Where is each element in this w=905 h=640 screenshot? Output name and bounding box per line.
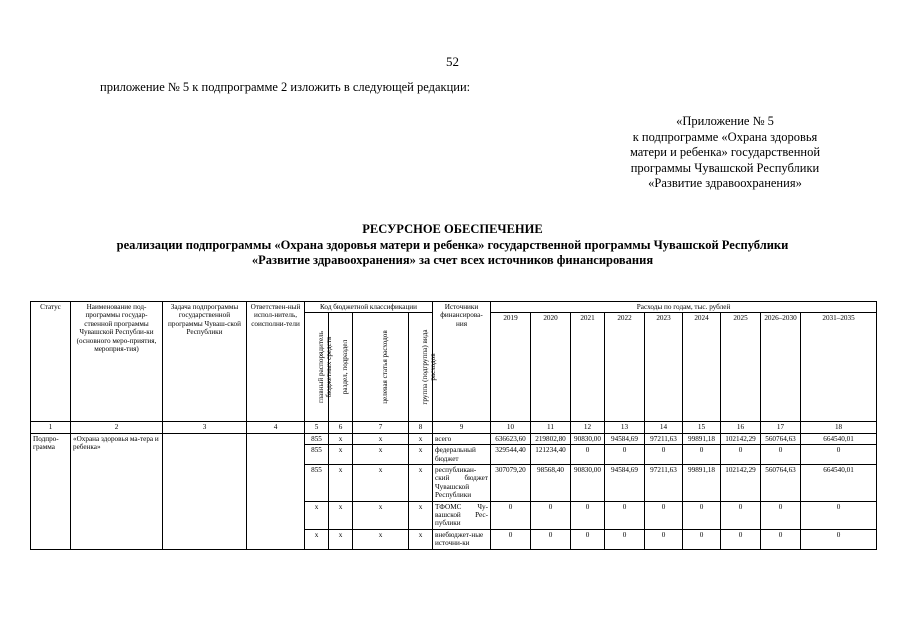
value-cell: 664540,01 (801, 465, 877, 502)
code-cell: х (329, 445, 353, 465)
value-cell: 0 (571, 445, 605, 465)
column-number: 9 (433, 422, 491, 433)
appendix-line: к подпрограмме «Охрана здоровья (632, 129, 818, 144)
value-cell: 560764,63 (761, 433, 801, 444)
heading-title: РЕСУРСНОЕ ОБЕСПЕЧЕНИЕ (362, 222, 543, 236)
page-number: 52 (446, 54, 459, 69)
code-cell: х (409, 529, 433, 549)
header-year: 2031–2035 (801, 313, 877, 422)
value-cell: 560764,63 (761, 465, 801, 502)
column-number: 1 (31, 422, 71, 433)
table-row (31, 433, 877, 444)
column-number: 14 (645, 422, 683, 433)
heading-line: «Развитие здравоохранения» за счет всех источников финансирования (251, 253, 654, 267)
column-number: 2 (71, 422, 163, 433)
code-cell: х (353, 501, 409, 529)
value-cell: 0 (571, 529, 605, 549)
code-cell: х (409, 445, 433, 465)
column-number: 18 (801, 422, 877, 433)
header-row (31, 302, 877, 313)
source-cell: всего (433, 433, 491, 444)
value-cell: 121234,40 (531, 445, 571, 465)
header-year: 2020 (531, 313, 571, 422)
header-name: Наименование под-программы государ-ственной программы Чувашской Республи-ки (основного меро-приятия, мероприя-тия) (71, 302, 163, 422)
value-cell: 0 (531, 501, 571, 529)
code-cell: х (353, 529, 409, 549)
appendix-line: «Приложение № 5 (676, 114, 774, 128)
resource-table (30, 301, 877, 550)
responsible-cell (247, 433, 305, 549)
value-cell: 0 (721, 445, 761, 465)
code-cell: х (409, 433, 433, 444)
column-number: 17 (761, 422, 801, 433)
value-cell: 0 (761, 529, 801, 549)
value-cell: 219802,80 (531, 433, 571, 444)
value-cell: 0 (605, 445, 645, 465)
header-year: 2026–2030 (761, 313, 801, 422)
value-cell: 0 (801, 529, 877, 549)
value-cell: 102142,29 (721, 465, 761, 502)
code-cell: х (305, 501, 329, 529)
column-number: 4 (247, 422, 305, 433)
value-cell: 0 (605, 501, 645, 529)
source-cell: республикан-ский бюджет Чувашской Республики (433, 465, 491, 502)
appendix-note (600, 114, 850, 192)
heading-line: реализации подпрограммы «Охрана здоровья матери и ребенка» государственной программы Чувашской Республики (116, 237, 789, 252)
header-year: 2023 (645, 313, 683, 422)
column-number: 15 (683, 422, 721, 433)
code-cell: х (329, 529, 353, 549)
header-task: Задача подпрограммы государственной программы Чуваш-ской Республики (163, 302, 247, 422)
code-cell: 855 (305, 445, 329, 465)
value-cell: 102142,29 (721, 433, 761, 444)
value-cell: 0 (645, 445, 683, 465)
column-number: 5 (305, 422, 329, 433)
value-cell: 0 (491, 501, 531, 529)
value-cell: 97211,63 (645, 465, 683, 502)
column-number: 3 (163, 422, 247, 433)
source-cell: ТФОМС Чу-вашской Рес-публики (433, 501, 491, 529)
column-number: 13 (605, 422, 645, 433)
header-responsible: Ответствен-ный испол-нитель, соисполни-тели (247, 302, 305, 422)
code-cell: х (409, 501, 433, 529)
column-number: 12 (571, 422, 605, 433)
value-cell: 664540,01 (801, 433, 877, 444)
column-number-row (31, 422, 877, 433)
value-cell: 0 (491, 529, 531, 549)
value-cell: 99891,18 (683, 433, 721, 444)
intro-text: приложение № 5 к подпрограмме 2 изложить в следующей редакции: (100, 80, 471, 94)
header-year: 2021 (571, 313, 605, 422)
value-cell: 0 (683, 501, 721, 529)
header-year: 2024 (683, 313, 721, 422)
header-budget-code: Код бюджетной классификации (305, 302, 433, 313)
appendix-line: «Развитие здравоохранения» (648, 176, 802, 190)
code-cell: 855 (305, 465, 329, 502)
header-status: Статус (31, 302, 71, 422)
header-code-target: целевая статья расходов (380, 330, 389, 405)
value-cell: 0 (761, 501, 801, 529)
value-cell: 0 (605, 529, 645, 549)
value-cell: 0 (683, 445, 721, 465)
value-cell: 636623,60 (491, 433, 531, 444)
value-cell: 0 (721, 501, 761, 529)
header-sources: Источники финансирова-ния (433, 302, 491, 422)
header-year: 2019 (491, 313, 531, 422)
header-code-section: раздел, подраздел (340, 340, 349, 395)
code-cell: х (329, 465, 353, 502)
code-cell: 855 (305, 433, 329, 444)
source-cell: внебюджет-ные источни-ки (433, 529, 491, 549)
value-cell: 329544,40 (491, 445, 531, 465)
value-cell: 0 (801, 501, 877, 529)
header-year: 2025 (721, 313, 761, 422)
value-cell: 97211,63 (645, 433, 683, 444)
value-cell: 0 (721, 529, 761, 549)
value-cell: 94584,69 (605, 433, 645, 444)
value-cell: 0 (761, 445, 801, 465)
code-cell: х (329, 501, 353, 529)
column-number: 10 (491, 422, 531, 433)
value-cell: 99891,18 (683, 465, 721, 502)
value-cell: 307079,20 (491, 465, 531, 502)
code-cell: х (409, 465, 433, 502)
value-cell: 94584,69 (605, 465, 645, 502)
task-cell (163, 433, 247, 549)
value-cell: 90830,00 (571, 465, 605, 502)
appendix-line: программы Чувашской Республики (630, 160, 820, 175)
value-cell: 98568,40 (531, 465, 571, 502)
appendix-line: матери и ребенка» государственной (629, 145, 821, 159)
header-year: 2022 (605, 313, 645, 422)
header-expenses: Расходы по годам, тыс. рублей (491, 302, 877, 313)
header-code-main: главный распорядитель бюджетных средств (316, 331, 333, 404)
column-number: 11 (531, 422, 571, 433)
code-cell: х (353, 465, 409, 502)
code-cell: х (353, 445, 409, 465)
value-cell: 0 (801, 445, 877, 465)
subprogram-name-cell: «Охрана здоровья ма-тера и ребенка» (71, 433, 163, 549)
document-heading (0, 222, 905, 269)
code-cell: х (305, 529, 329, 549)
value-cell: 0 (645, 501, 683, 529)
value-cell: 0 (645, 529, 683, 549)
value-cell: 0 (531, 529, 571, 549)
status-cell: Подпро-грамма (31, 433, 71, 549)
code-cell: х (329, 433, 353, 444)
column-number: 16 (721, 422, 761, 433)
column-number: 7 (353, 422, 409, 433)
value-cell: 0 (683, 529, 721, 549)
header-code-group: группа (подгруппа) вида расходов (420, 329, 437, 406)
column-number: 6 (329, 422, 353, 433)
value-cell: 0 (571, 501, 605, 529)
value-cell: 90830,00 (571, 433, 605, 444)
source-cell: федеральный бюджет (433, 445, 491, 465)
code-cell: х (353, 433, 409, 444)
column-number: 8 (409, 422, 433, 433)
